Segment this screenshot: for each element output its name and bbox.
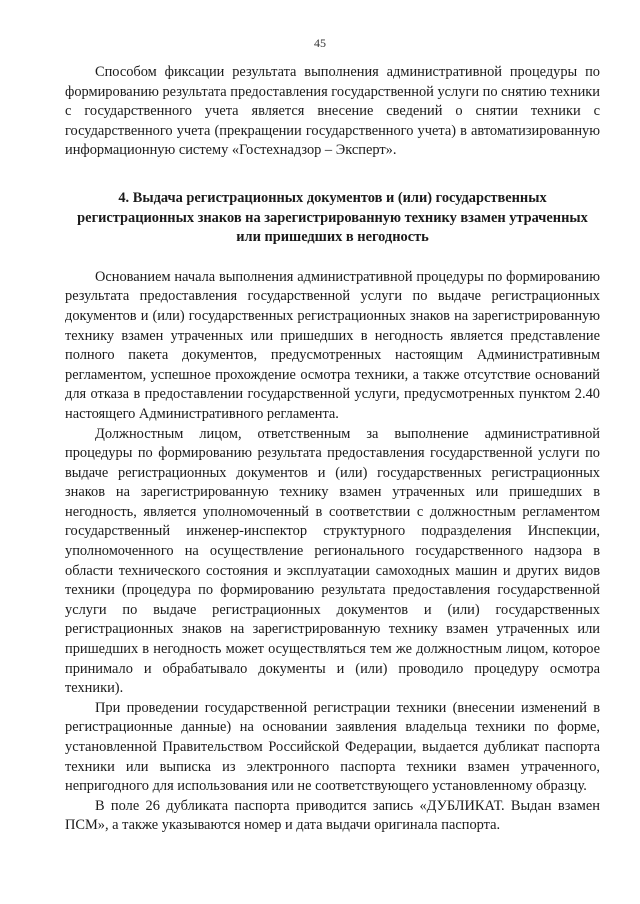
paragraph-field-26: В поле 26 дубликата паспорта приводится запись «ДУБЛИКАТ. Выдан взамен ПСМ», а также указываются номер и дата выдачи оригинала паспорта. bbox=[65, 797, 600, 834]
intro-paragraph: Способом фиксации результата выполнения административной процедуры по формированию результата предоставления государственной услуги по снятию техники с государственного учета является внесение сведений о снятии техники с государственного учета (прекращении государственного учета) в автоматизированную информационную систему «Гостехнадзор – Эксперт». bbox=[65, 64, 600, 159]
section-heading: 4. Выдача регистрационных документов и (или) государственных регистрационных знаков на зарегистрированную технику взамен утраченных или пришедших в негодность bbox=[77, 189, 588, 246]
paragraph-basis: Основанием начала выполнения административной процедуры по формированию результата предоставления государственной услуги по выдаче регистрационных документов и (или) государственных регистрационных знаков на зарегистрированную технику взамен утраченных или пришедших в негодность является представление полного пакета документов, предусмотренных настоящим Административным регламентом, успешное прохождение осмотра техники, а также отсутствие оснований для отказа в предоставлении государственной услуги, предусмотренных пунктом 2.40 настоящего Административного регламента. bbox=[65, 268, 600, 422]
page-number: 45 bbox=[314, 36, 326, 50]
paragraph-duplicate-issue: При проведении государственной регистрации техники (внесении изменений в регистрационные данные) на основании заявления владельца техники по форме, установленной Правительством Российской Федерации, выдается дубликат паспорта техники или выписка из электронного паспорта техники взамен утраченного, непригодного для использования или не соответствующего установленному образцу. bbox=[65, 699, 600, 795]
paragraph-responsible-official: Должностным лицом, ответственным за выполнение административной процедуры по формированию результата предоставления государственной услуги по выдаче регистрационных документов и (или) государственных регистрационных знаков на зарегистрированную технику взамен утраченных или пришедших в негодность, является уполномоченный в соответствии с должностным регламентом государственный инженер-инспектор структурного подразделения Инспекции, уполномоченного на осуществление регионального государственного надзора в области технического состояния и эксплуатации самоходных машин и других видов техники (процедура по формированию результата предоставления государственной услуги по выдаче регистрационных документов и (или) государственных регистрационных знаков на зарегистрированную технику взамен утраченных или пришедших в негодность может осуществляться тем же должностным лицом, которое принимало и обрабатывало документы и (или) проводило процедуру осмотра техники). bbox=[65, 425, 600, 697]
document-body bbox=[65, 63, 600, 836]
